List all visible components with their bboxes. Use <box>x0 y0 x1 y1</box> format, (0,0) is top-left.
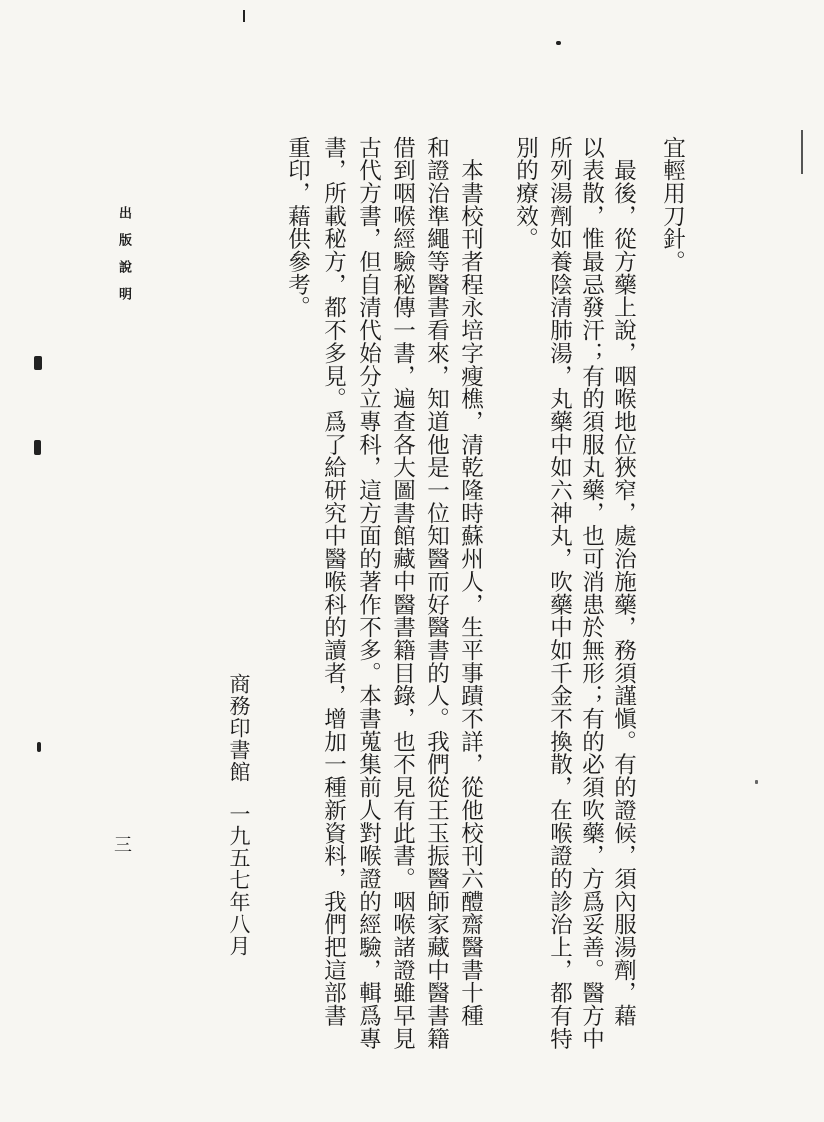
scan-speck <box>801 130 803 174</box>
page-number: 三 <box>111 835 132 853</box>
scan-speck <box>556 41 561 45</box>
sidebar-title: 出版說明 <box>116 206 131 314</box>
text-column-11: 重印，藉供參考。 <box>284 136 311 319</box>
text-column-8: 借到咽喉經驗秘傳一書，遍查各大圖書館藏中醫書籍目錄，也不見有此書。咽喉諸證雖早見 <box>389 136 416 1050</box>
text-column-3: 以表散，惟最忌發汗；有的須服丸藥，也可消患於無形；有的必須吹藥，方爲妥善。醫方中 <box>578 136 605 1050</box>
text-column-1: 宜輕用刀針。 <box>659 136 686 274</box>
publisher-name: 商務印書館 <box>227 673 251 783</box>
text-column-2: 最後，從方藥上說，咽喉地位狹窄，處治施藥，務須謹愼。有的證候，須內服湯劑，藉 <box>610 136 637 1028</box>
scan-speck <box>37 742 41 752</box>
text-column-6: 本書校刊者程永培字瘦樵，清乾隆時蘇州人，生平事蹟不詳，從他校刊六醴齋醫書十種 <box>457 136 484 1028</box>
text-column-5: 別的療效。 <box>512 136 539 251</box>
text-column-4: 所列湯劑如養陰清肺湯，丸藥中如六神丸，吹藥中如千金不換散，在喉證的診治上，都有特 <box>546 136 573 1050</box>
scan-speck <box>755 780 758 784</box>
scan-speck <box>243 10 245 22</box>
text-column-9: 古代方書，但自清代始分立專科，這方面的著作不多。本書蒐集前人對喉證的經驗，輯爲專 <box>355 136 382 1050</box>
scan-speck <box>34 440 41 455</box>
text-column-7: 和證治準繩等醫書看來，知道他是一位知醫而好醫書的人。我們從王玉振醫師家藏中醫書籍 <box>423 136 450 1050</box>
text-column-10: 書，所載秘方，都不多見。爲了給研究中醫喉科的讀者，增加一種新資料，我們把這部書 <box>320 136 347 1028</box>
publication-date: 一九五七年八月 <box>227 803 251 957</box>
scan-speck <box>34 356 42 370</box>
